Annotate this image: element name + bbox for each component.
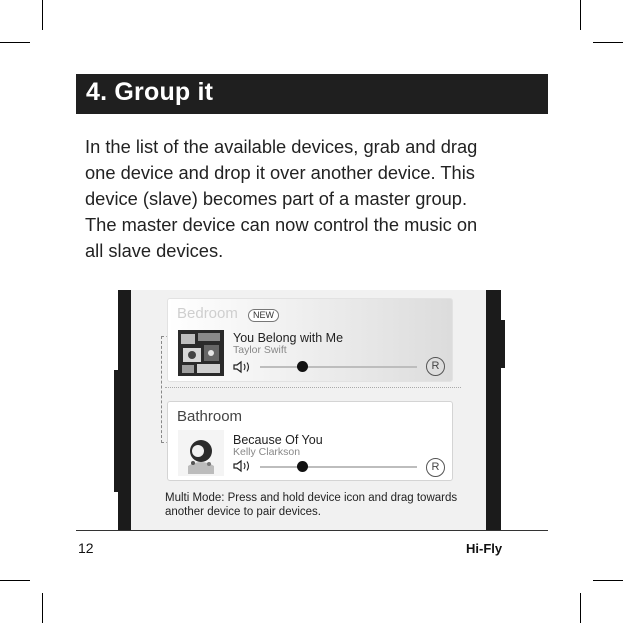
crop-mark-bottom-left-h xyxy=(0,580,30,581)
volume-slider-track[interactable] xyxy=(260,466,417,468)
volume-slider-knob[interactable] xyxy=(297,361,308,372)
paragraph-line: one device and drop it over another device. This xyxy=(85,162,475,183)
list-separator xyxy=(165,387,461,388)
device-card-target[interactable] xyxy=(167,401,453,481)
paragraph-line: device (slave) becomes part of a master group. xyxy=(85,188,468,209)
volume-slider-track[interactable] xyxy=(260,366,417,368)
instruction-paragraph xyxy=(85,134,545,264)
track-artist: Kelly Clarkson xyxy=(233,446,301,458)
track-title: You Belong with Me xyxy=(233,331,344,345)
crop-mark-top-right-v xyxy=(580,0,581,30)
brand-name: Hi-Fly xyxy=(466,541,503,556)
r-button[interactable]: R xyxy=(426,458,445,477)
device-card-dragging[interactable] xyxy=(167,298,453,382)
phone-frame-left xyxy=(118,290,131,530)
phone-frame-right xyxy=(486,290,501,530)
album-art-thumbnail[interactable] xyxy=(178,430,224,476)
album-art-thumbnail[interactable] xyxy=(178,330,224,376)
crop-mark-bottom-left-v xyxy=(42,593,43,623)
section-heading-text: 4. Group it xyxy=(86,78,214,106)
phone-side-button-right xyxy=(501,320,505,368)
new-badge: NEW xyxy=(248,309,279,322)
r-button[interactable]: R xyxy=(426,357,445,376)
section-heading xyxy=(76,74,548,114)
crop-mark-top-left-v xyxy=(42,0,43,30)
crop-mark-top-left-h xyxy=(0,42,30,43)
speaker-icon[interactable] xyxy=(233,459,253,473)
paragraph-line: all slave devices. xyxy=(85,240,224,261)
crop-mark-top-right-h xyxy=(593,42,623,43)
crop-mark-bottom-right-h xyxy=(593,580,623,581)
crop-mark-bottom-right-v xyxy=(580,593,581,623)
paragraph-line: In the list of the available devices, grab and drag xyxy=(85,136,478,157)
speaker-icon[interactable] xyxy=(233,360,253,374)
footer-rule xyxy=(76,530,548,531)
phone-side-button-left xyxy=(114,370,118,492)
device-room-name: Bedroom xyxy=(177,305,238,322)
multi-mode-hint: Multi Mode: Press and hold device icon and drag towards another device to pair devices. xyxy=(165,492,458,518)
volume-slider-knob[interactable] xyxy=(297,461,308,472)
track-artist: Taylor Swift xyxy=(233,344,287,356)
device-room-name: Bathroom xyxy=(177,408,243,425)
paragraph-line: The master device can now control the music on xyxy=(85,214,478,235)
track-title: Because Of You xyxy=(233,433,323,447)
page-number: 12 xyxy=(78,540,94,556)
